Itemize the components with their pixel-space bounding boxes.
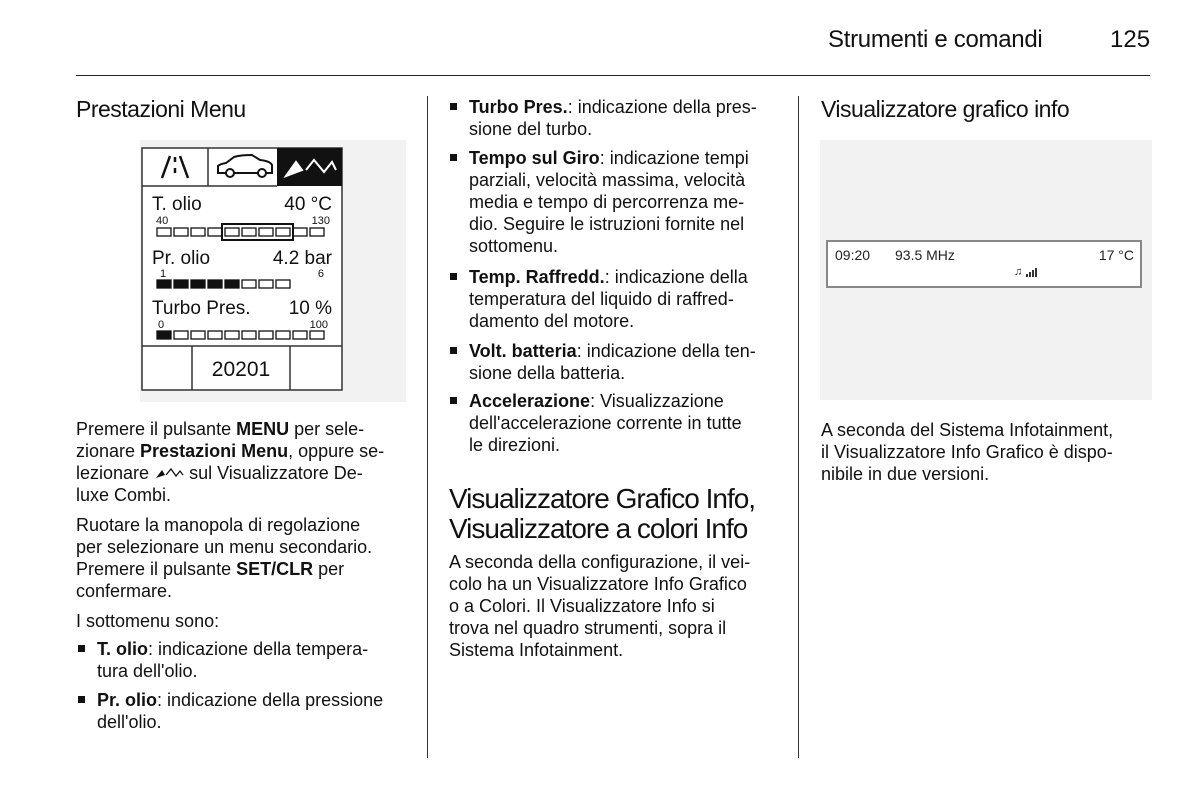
intro-paragraph: Premere il pulsante MENU per sele- zionare Prestazioni Menu, oppure se- lezionare sul Visualizzatore De- luxe Combi. bbox=[76, 419, 385, 505]
bullet bbox=[450, 273, 457, 280]
bar-segment bbox=[191, 280, 205, 288]
oil-pressure-scale-max: 6 bbox=[317, 268, 324, 280]
bar-segment bbox=[208, 228, 222, 236]
info-display-paragraph: A seconda della configurazione, il vei- colo ha un Visualizzatore Info Grafico o a Colori. Il Visualizzatore Info si trova nel quadro strumenti, sopra il Sistema Infotainment. bbox=[449, 552, 751, 660]
bar-segment bbox=[259, 280, 273, 288]
bar-segment bbox=[174, 280, 188, 288]
bullet bbox=[450, 103, 457, 110]
bar-segment bbox=[225, 228, 239, 236]
bar-segment bbox=[276, 331, 290, 339]
performance-screen bbox=[140, 140, 406, 402]
oil-pressure-scale-min: 1 bbox=[160, 268, 167, 280]
list-item: Temp. Raffredd.: indicazione della temperatura del liquido di raffred- damento del motore. bbox=[450, 266, 790, 332]
bar-segment bbox=[191, 331, 205, 339]
set-clr-term: SET/CLR bbox=[236, 559, 314, 579]
bullet bbox=[78, 696, 85, 703]
bar-segment bbox=[208, 331, 222, 339]
turbo-pressure-value: 10 % bbox=[288, 298, 332, 319]
bar-segment bbox=[174, 228, 188, 236]
signal-bars-icon bbox=[1026, 268, 1037, 277]
menu-term: MENU bbox=[236, 419, 290, 439]
list-item: Turbo Pres.: indicazione della pres- sione del turbo. bbox=[450, 96, 790, 140]
list-item: Pr. olio: indicazione della pressione dell'olio. bbox=[78, 689, 418, 733]
clock-time: 09:20 bbox=[835, 247, 871, 263]
oil-pressure-value: 4.2 bar bbox=[272, 248, 332, 269]
bar-segment bbox=[157, 228, 171, 236]
turbo-pressure-label: Turbo Pres. bbox=[152, 298, 251, 319]
performance-menu-term: Prestazioni Menu bbox=[140, 441, 289, 461]
bar-segment bbox=[242, 331, 256, 339]
bar-segment bbox=[225, 280, 239, 288]
bullet bbox=[450, 347, 457, 354]
note-icon: ♫ bbox=[1014, 266, 1023, 278]
column-divider-1 bbox=[427, 96, 428, 758]
bar-segment bbox=[191, 228, 205, 236]
bar-segment bbox=[259, 331, 273, 339]
oil-temp-scale-max: 130 bbox=[311, 215, 330, 227]
oil-pressure-label: Pr. olio bbox=[152, 248, 211, 269]
turbo-pressure-scale-min: 0 bbox=[158, 319, 165, 331]
oil-temp-label: T. olio bbox=[152, 194, 202, 215]
bullet bbox=[450, 397, 457, 404]
column-divider-2 bbox=[798, 96, 799, 758]
bar-segment bbox=[310, 228, 324, 236]
outside-temperature: 17 °C bbox=[1098, 247, 1134, 263]
bullet bbox=[450, 154, 457, 161]
graphic-info-display bbox=[826, 240, 1142, 288]
prestazioni-menu-heading: Prestazioni Menu bbox=[76, 96, 246, 122]
oil-temp-value: 40 °C bbox=[284, 194, 332, 215]
list-item: Accelerazione: Visualizzazione dell'accelerazione corrente in tutte le direzioni. bbox=[450, 390, 790, 456]
bar-segment bbox=[276, 280, 290, 288]
rotate-knob-paragraph: Ruotare la manopola di regolazione per selezionare un menu secondario. Premere il pulsante SET/CLR per confermare. bbox=[76, 515, 373, 601]
bar-segment bbox=[276, 228, 290, 236]
flag-icon bbox=[154, 466, 184, 480]
submenu-intro: I sottomenu sono: bbox=[76, 611, 220, 631]
bar-segment bbox=[174, 331, 188, 339]
bullet bbox=[78, 645, 85, 652]
bar-segment bbox=[225, 331, 239, 339]
bar-segment bbox=[259, 228, 273, 236]
list-item: Tempo sul Giro: indicazione tempi parziali, velocità massima, velocità media e tempo di percorrenza me- dio. Seguire le istruzioni fornite nel sottomenu. bbox=[450, 147, 790, 257]
list-item: Volt. batteria: indicazione della ten- sione della batteria. bbox=[450, 340, 790, 384]
bar-segment bbox=[208, 280, 222, 288]
bar-segment bbox=[157, 280, 171, 288]
graphic-info-heading: Visualizzatore grafico info bbox=[821, 96, 1070, 122]
oil-temp-scale-min: 40 bbox=[156, 215, 169, 227]
bar-segment bbox=[242, 280, 256, 288]
bar-segment bbox=[293, 228, 307, 236]
bar-segment bbox=[242, 228, 256, 236]
header-rule bbox=[76, 75, 1150, 76]
graphic-info-paragraph: A seconda del Sistema Infotainment, il Visualizzatore Info Grafico è dispo- nibile in due versioni. bbox=[821, 420, 1114, 484]
bar-segment bbox=[310, 331, 324, 339]
page-number: 125 bbox=[1110, 26, 1151, 53]
bar-segment bbox=[293, 331, 307, 339]
radio-frequency: 93.5 MHz bbox=[895, 247, 955, 263]
odometer-value: 20201 bbox=[211, 358, 271, 381]
bar-segment bbox=[157, 331, 171, 339]
turbo-pressure-scale-max: 100 bbox=[309, 319, 328, 331]
list-item: T. olio: indicazione della tempera- tura dell'olio. bbox=[78, 638, 418, 682]
info-display-heading: Visualizzatore Grafico Info, Visualizzatore a colori Info bbox=[449, 483, 756, 544]
section-title: Strumenti e comandi bbox=[828, 26, 1043, 53]
